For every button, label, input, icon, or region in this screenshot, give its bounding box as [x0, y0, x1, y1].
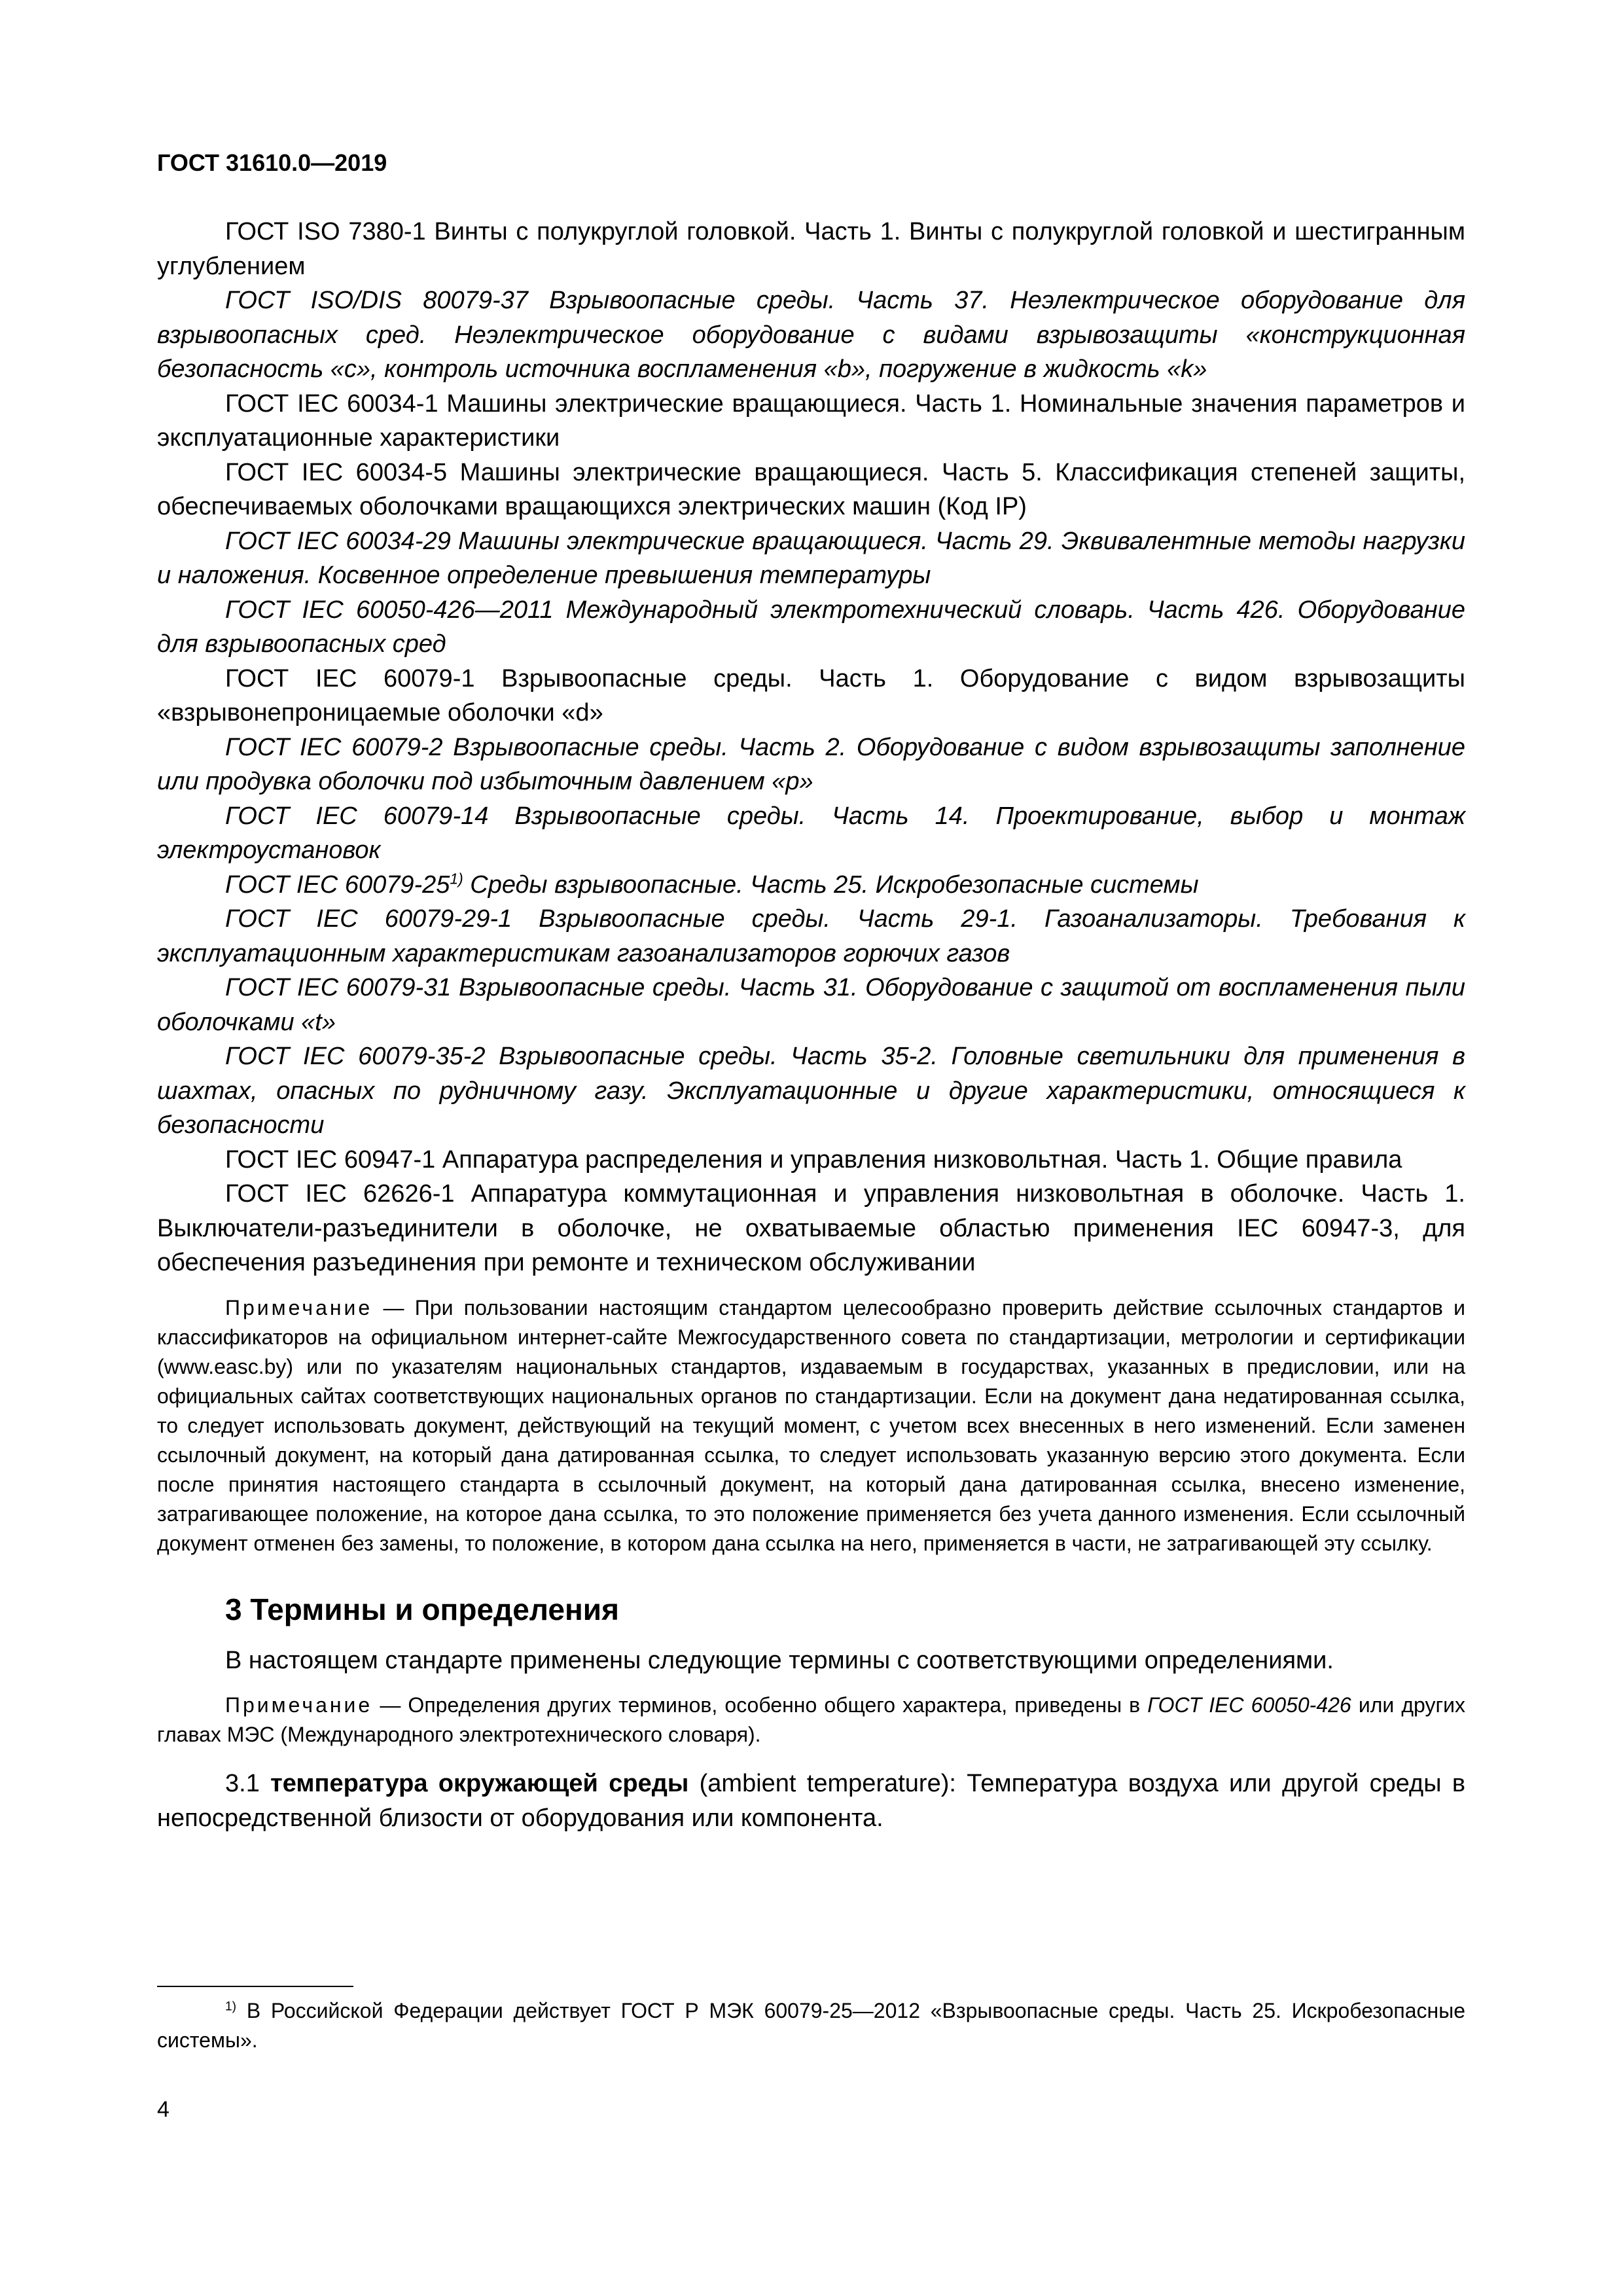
reference-text: ГОСТ IEC 60079-14 Взрывоопасные среды. Часть 14. Проектирование, выбор и монтаж электроустановок — [157, 802, 1465, 864]
footnote-marker: 1) — [225, 2000, 237, 2014]
reference-text: ГОСТ IEC 60079-2 Взрывоопасные среды. Часть 2. Оборудование с видом взрывозащиты заполнение или продувка оболочки под избыточным давлением «р» — [157, 733, 1465, 795]
reference-text: ГОСТ IEC 60079-31 Взрывоопасные среды. Часть 31. Оборудование с защитой от воспламенения пыли оболочками «t» — [157, 974, 1465, 1036]
references-note — [157, 1293, 1465, 1558]
reference-text: ГОСТ IEC 60050-426—2011 Международный электротехнический словарь. Часть 426. Оборудование для взрывоопасных сред — [157, 596, 1465, 658]
reference-text: ГОСТ IEC 60034-5 Машины электрические вращающиеся. Часть 5. Классификация степеней защиты, обеспечиваемых оболочками вращающихся электрических машин (Код IP) — [157, 458, 1465, 520]
footnote-reference-marker: 1) — [450, 869, 463, 887]
term-name: температура окружающей среды — [270, 1770, 689, 1797]
term-definition: Температура воздуха или другой среды в непосредственной близости от оборудования или компонента. — [157, 1770, 1466, 1832]
document-code-header: ГОСТ 31610.0—2019 — [157, 149, 387, 176]
term-number: 3.1 — [225, 1770, 260, 1797]
reference-text: ГОСТ ISO/DIS 80079-37 Взрывоопасные среды. Часть 37. Неэлектрическое оборудование для взрывоопасных сред. Неэлектрическое оборудование с видами взрывозащиты «конструкционная безопасность «с», контроль источника воспламенения «b», погружение в жидкость «k» — [157, 287, 1465, 383]
note-label: Примечание — [225, 1295, 373, 1319]
section-3-note-ref: ГОСТ IEC 60050-426 — [1147, 1693, 1351, 1717]
footnote — [157, 1996, 1465, 2055]
reference-text: ГОСТ ISO 7380-1 Винты с полукруглой головкой. Часть 1. Винты с полукруглой головкой и шестигранным углублением — [157, 218, 1465, 280]
reference-item — [157, 730, 1465, 799]
reference-item — [157, 902, 1465, 971]
section-3-note-post: или других главах МЭС (Международного электротехнического словаря). — [157, 1693, 1466, 1746]
section-3-note-pre: — Определения других терминов, особенно общего характера, приведены в — [372, 1693, 1148, 1717]
page-number: 4 — [157, 2097, 169, 2122]
note-text: — При пользовании настоящим стандартом целесообразно проверить действие ссылочных стандартов и классификаторов на официальном интернет-сайте Межгосударственного совета по стандартизации, метрологии и сертификации (www.easc.by) или по указателям национальных стандартов, издаваемым в государствах, указанных в предисловии, или на официальных сайтах соответствующих национальных органов по стандартизации. Если на документ дана недатированная ссылка, то следует использовать документ, действующий на текущий момент, с учетом всех внесенных в него изменений. Если заменен ссылочный документ, на который дана датированная ссылка, то следует использовать указанную версию этого документа. Если после принятия настоящего стандарта в ссылочный документ, на который дана датированная ссылка, внесено изменение, затрагивающее положение, на которое дана ссылка, то это положение применяется без учета данного изменения. Если ссылочный документ отменен без замены, то положение, в котором дана ссылка на него, применяется в части, не затрагивающей эту ссылку. — [157, 1295, 1465, 1555]
footnote-separator — [157, 1986, 353, 1987]
section-3-heading: 3 Термины и определения — [225, 1592, 619, 1626]
reference-text: ГОСТ IEC 60079-35-2 Взрывоопасные среды. Часть 35-2. Головные светильники для применения в шахтах, опасных по рудничному газу. Эксплуатационные и другие характеристики, относящиеся к безопасности — [157, 1043, 1465, 1139]
reference-item — [157, 456, 1465, 524]
reference-item — [157, 283, 1465, 387]
reference-text: ГОСТ IEC 60034-1 Машины электрические вращающиеся. Часть 1. Номинальные значения параметров и эксплуатационные характеристики — [157, 389, 1465, 452]
reference-text: ГОСТ IEC 62626-1 Аппаратура коммутационная и управления низковольтная в оболочке. Часть 1. Выключатели-разъединители в оболочке, не охватываемые областью применения IEC 60947-3, для обеспечения разъединения при ремонте и техническом обслуживании — [157, 1180, 1465, 1276]
reference-item — [157, 1143, 1465, 1177]
reference-item — [157, 868, 1465, 903]
section-3-note — [157, 1691, 1465, 1749]
reference-text: ГОСТ IEC 60079-1 Взрывоопасные среды. Часть 1. Оборудование с видом взрывозащиты «взрывонепроницаемые оболочки «d» — [157, 664, 1465, 726]
reference-item — [157, 971, 1465, 1039]
section-3-note-label: Примечание — [225, 1693, 373, 1717]
reference-item — [157, 1039, 1465, 1143]
term-english: (ambient temperature): — [688, 1770, 967, 1797]
reference-text: ГОСТ IEC 60947-1 Аппаратура распределения и управления низковольтная. Часть 1. Общие правила — [225, 1145, 1402, 1174]
reference-title: Среды взрывоопасные. Часть 25. Искробезопасные системы — [470, 870, 1199, 899]
reference-prefix: ГОСТ IEC 60079-25 — [225, 870, 450, 899]
page-content — [157, 215, 1465, 1835]
reference-item — [157, 799, 1465, 868]
reference-item — [157, 1177, 1465, 1280]
reference-item — [157, 215, 1465, 283]
term-3-1 — [157, 1767, 1465, 1835]
section-3-intro: В настоящем стандарте применены следующие термины с соответствующими определениями. — [225, 1646, 1334, 1674]
reference-item — [157, 387, 1465, 456]
reference-text — [225, 871, 1199, 899]
normative-references-list — [157, 215, 1465, 1280]
reference-text: ГОСТ IEC 60034-29 Машины электрические вращающиеся. Часть 29. Эквивалентные методы нагрузки и наложения. Косвенное определение превышения температуры — [157, 527, 1465, 589]
reference-item — [157, 593, 1465, 662]
reference-item — [157, 662, 1465, 730]
reference-text: ГОСТ IEC 60079-29-1 Взрывоопасные среды. Часть 29-1. Газоанализаторы. Требования к эксплуатационным характеристикам газоанализаторов горючих газов — [157, 905, 1465, 967]
footnote-text: В Российской Федерации действует ГОСТ Р МЭК 60079-25—2012 «Взрывоопасные среды. Часть 25. Искробезопасные системы». — [157, 1999, 1466, 2052]
reference-item — [157, 524, 1465, 593]
